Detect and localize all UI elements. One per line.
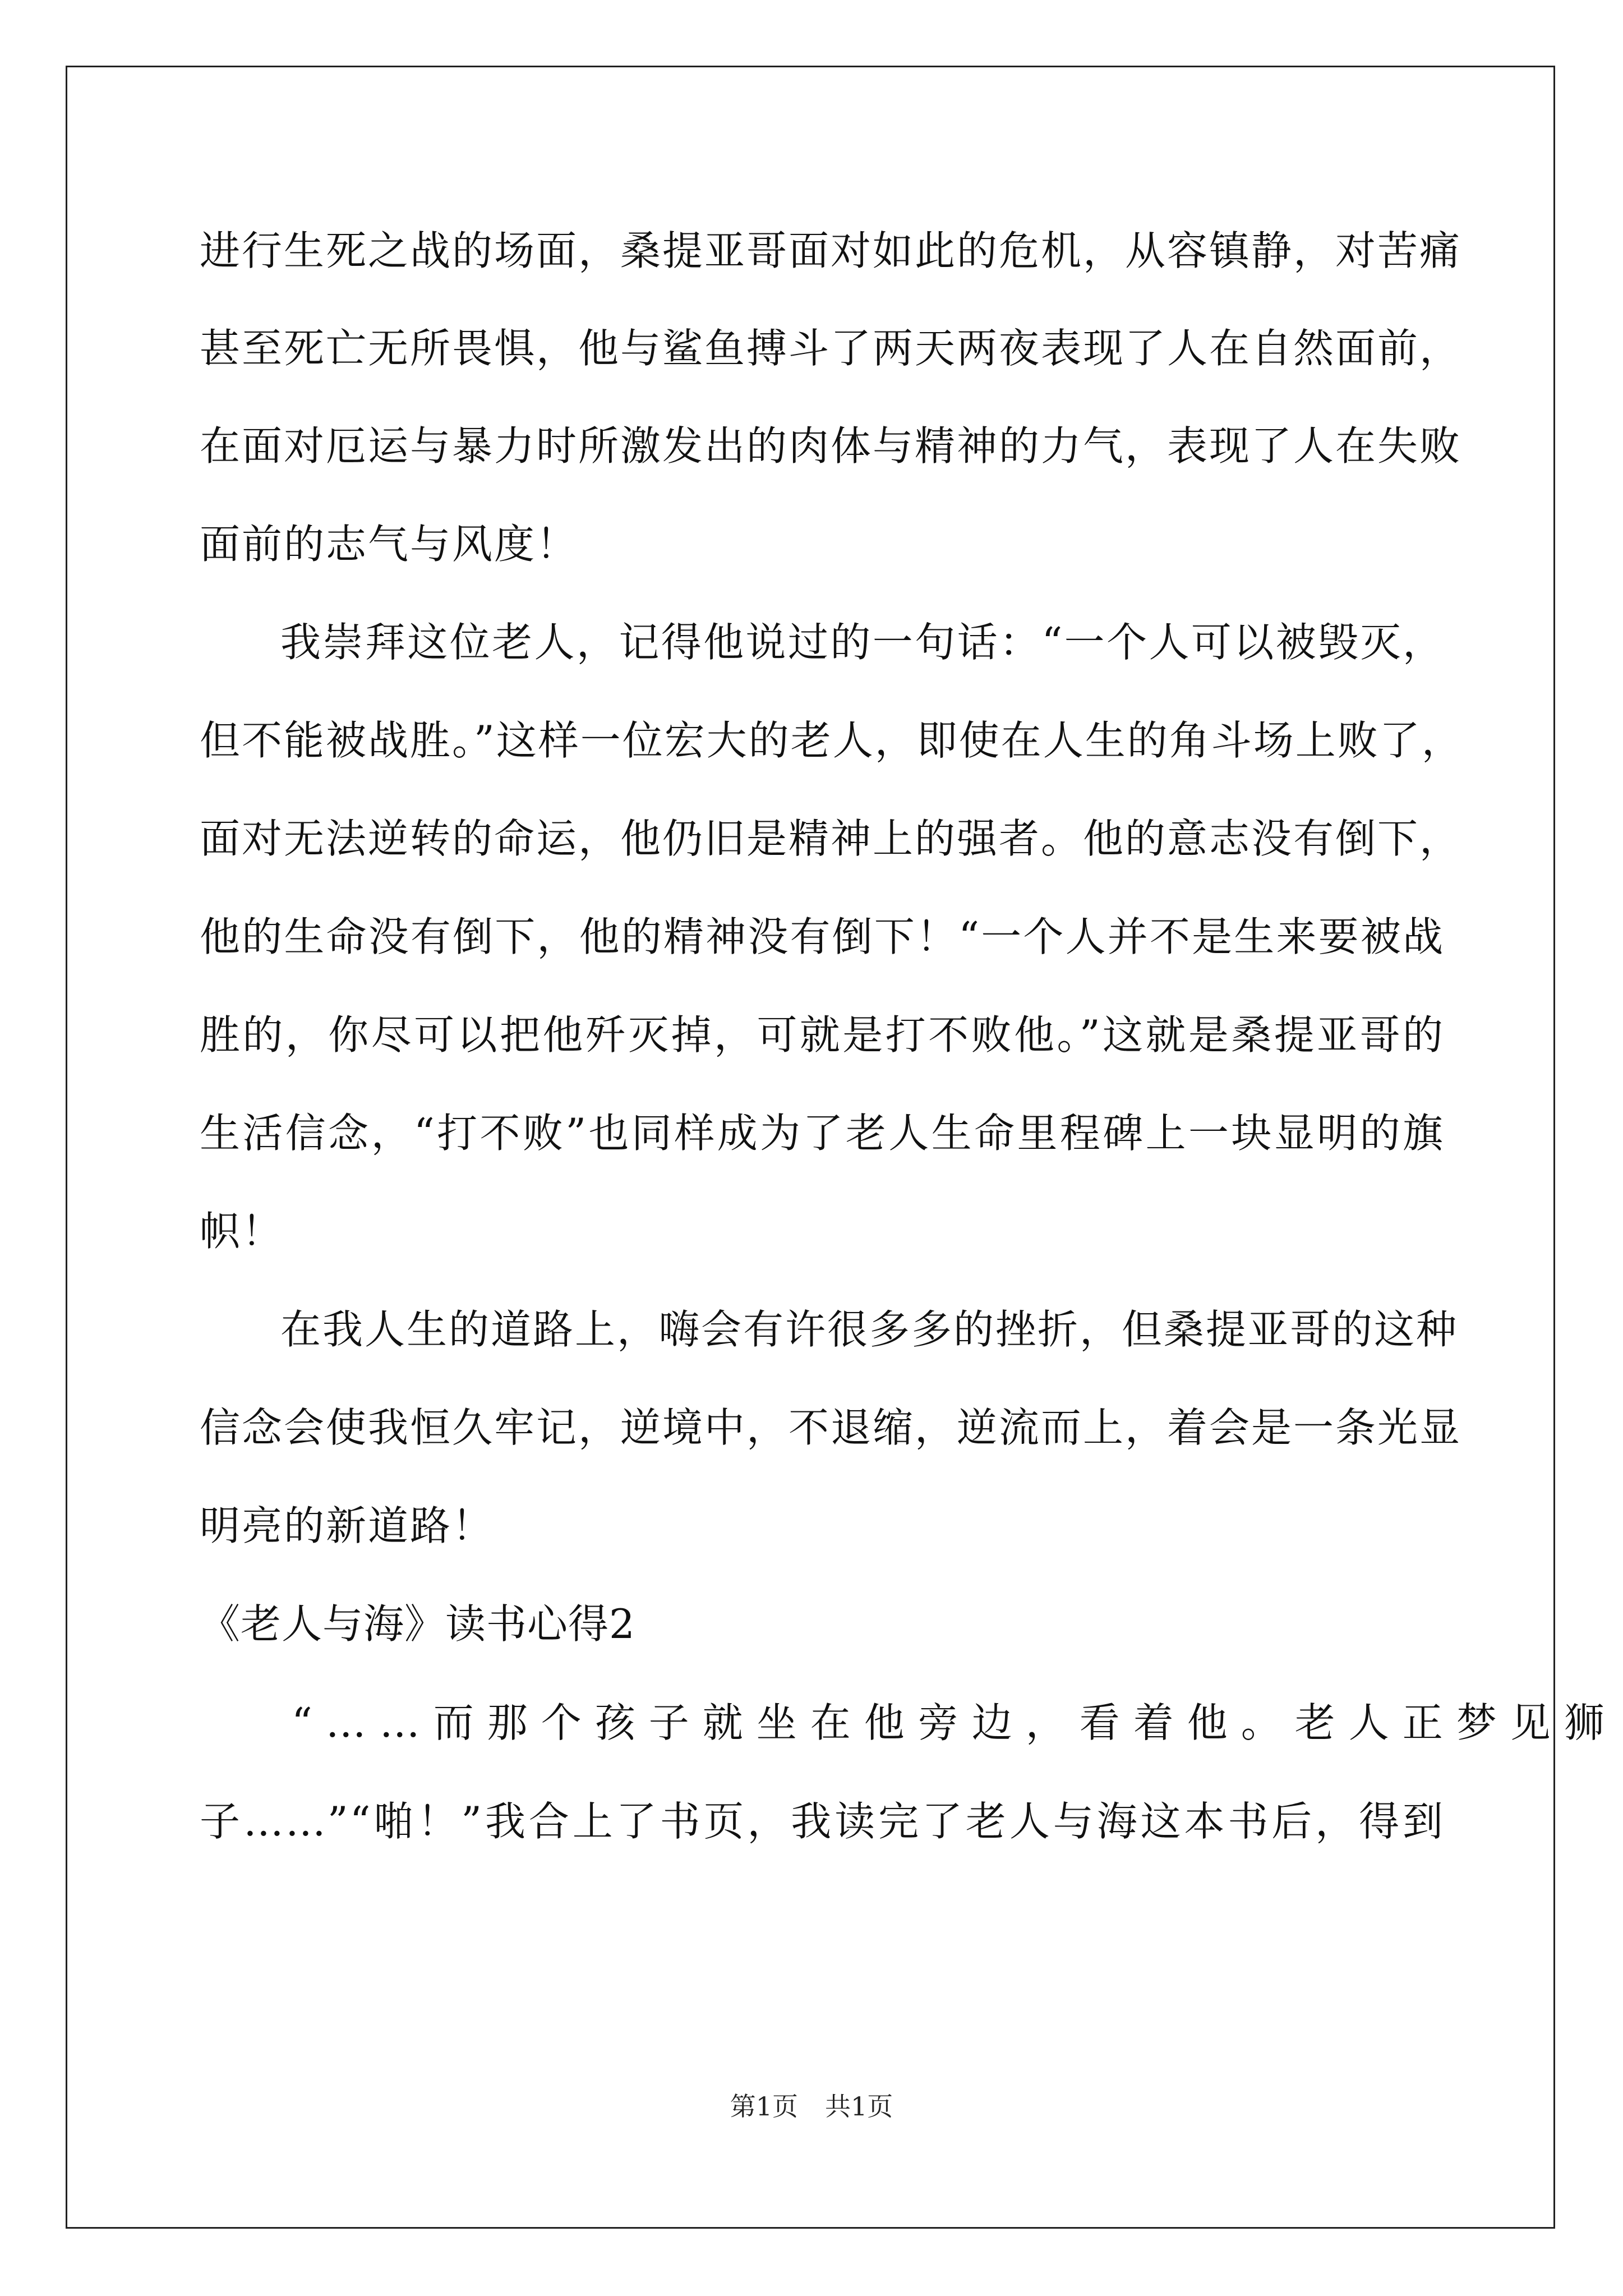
paragraph-4-first-line: “……而那个孩子就坐在他旁边，看着他。老人正梦见狮: [292, 1699, 1618, 1746]
paragraph-3-first-line: 在我人生的道路上，嗨会有许很多多的挫折，但桑提亚哥的这种: [280, 1306, 1459, 1353]
body-line-13: 信念会使我恒久牢记，逆境中，不退缩，逆流而上，着会是一条光显: [200, 1404, 1462, 1451]
paragraph-2-first-line: 我崇拜这位老人，记得他说过的一句话：“一个人可以被毁灭，: [280, 619, 1445, 666]
body-line-14: 明亮的新道路！: [200, 1502, 495, 1549]
section-heading: 《老人与海》读书心得2: [200, 1600, 635, 1648]
body-line-4: 面前的志气与风度！: [200, 521, 579, 568]
body-line-3: 在面对厄运与暴力时所激发出的肉体与精神的力气，表现了人在失败: [200, 422, 1462, 470]
body-line-8: 他的生命没有倒下，他的精神没有倒下！“一个人并不是生来要被战: [200, 913, 1445, 960]
page-number: 第1页: [730, 2091, 798, 2122]
page-footer: [0, 2090, 1623, 2123]
body-line-11: 帜！: [200, 1208, 284, 1255]
body-line-10: 生活信念，“打不败”也同样成为了老人生命里程碑上一块显明的旗: [200, 1110, 1445, 1157]
body-line-2: 甚至死亡无所畏惧，他与鲨鱼搏斗了两天两夜表现了人在自然面前，: [200, 325, 1462, 372]
body-line-6: 但不能被战胜。”这样一位宏大的老人，即使在人生的角斗场上败了，: [200, 717, 1464, 764]
body-line-1: 进行生死之战的场面，桑提亚哥面对如此的危机，从容镇静，对苦痛: [200, 227, 1462, 274]
page-total: 共1页: [825, 2091, 893, 2122]
body-line-17: 子……”“啪！”我合上了书页，我读完了老人与海这本书后，得到: [200, 1798, 1445, 1845]
body-line-9: 胜的，你尽可以把他歼灭掉，可就是打不败他。”这就是桑提亚哥的: [200, 1011, 1445, 1059]
body-line-7: 面对无法逆转的命运，他仍旧是精神上的强者。他的意志没有倒下，: [200, 815, 1462, 862]
